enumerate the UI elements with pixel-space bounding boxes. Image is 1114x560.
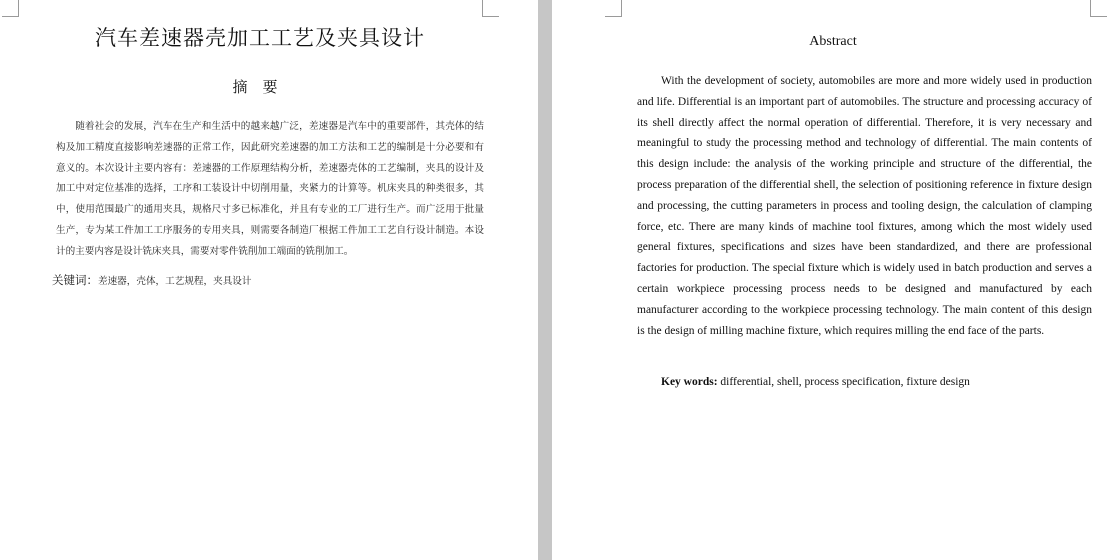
keywords-label-en: Key words:	[661, 376, 718, 388]
keywords-text-cn: 差速器，壳体，工艺规程，夹具设计	[98, 276, 252, 287]
document-page-right	[552, 0, 1114, 560]
crop-mark-top-left	[605, 0, 622, 17]
keywords-text-en: differential, shell, process specification, fixture design	[720, 376, 970, 388]
keywords-line-cn[interactable]	[52, 272, 492, 288]
abstract-heading-en[interactable]: Abstract	[809, 34, 857, 49]
keywords-line-en[interactable]	[661, 376, 1101, 388]
keywords-label-cn: 关键词：	[52, 273, 98, 287]
crop-mark-top-right	[1090, 0, 1107, 17]
document-title[interactable]: 汽车差速器壳加工工艺及夹具设计	[95, 26, 425, 50]
page-gutter	[538, 0, 552, 560]
abstract-body-en[interactable]: With the development of society, automobiles are more and more widely used in production and life. Differential is an important part of automobiles. The structure and processing accuracy of its shell directly affect the normal operation of differential. Therefore, it is very necessary and meaningful to study the processing method and technology of differential. The main contents of this design include: the analysis of the working principle and structure of the differential, the process preparation of the differential shell, the selection of positioning reference in fixture design and processing, the cutting parameters in process and tooling design, the calculation of clamping force, etc. There are many kinds of machine tool fixtures, among which the most widely used general fixtures, specifications and sizes have been standardized, and there are professional factories for production. The special fixture which is widely used in batch production and serves a certain workpiece processing process needs to be designed and manufactured by each manufacturer according to the workpiece processing technology. The main content of this design is the design of milling machine fixture, which requires milling the end face of the parts.	[637, 75, 1092, 337]
document-page-left	[0, 0, 538, 560]
crop-mark-top-left	[2, 0, 19, 17]
abstract-heading-cn[interactable]: 摘 要	[232, 78, 278, 96]
abstract-body-cn[interactable]: 随着社会的发展，汽车在生产和生活中的越来越广泛，差速器是汽车中的重要部件，其壳体的结构及加工精度直接影响差速器的正常工作，因此研究差速器的加工方法和工艺的编制是十分必要和有意义的。本次设计主要内容有：差速器的工作原理结构分析，差速器壳体的工艺编制，夹具的设计及加工中对定位基准的选择，工序和工装设计中切削用量，夹紧力的计算等。机床夹具的种类很多，其中，使用范围最广的通用夹具，规格尺寸多已标准化，并且有专业的工厂进行生产。而广泛用于批量生产，专为某工件加工工序服务的专用夹具，则需要各制造厂根据工件加工工艺自行设计制造。本设计的主要内容是设计铣床夹具，需要对零件铣削加工端面的铣削加工。	[56, 121, 484, 257]
crop-mark-top-right	[482, 0, 499, 17]
